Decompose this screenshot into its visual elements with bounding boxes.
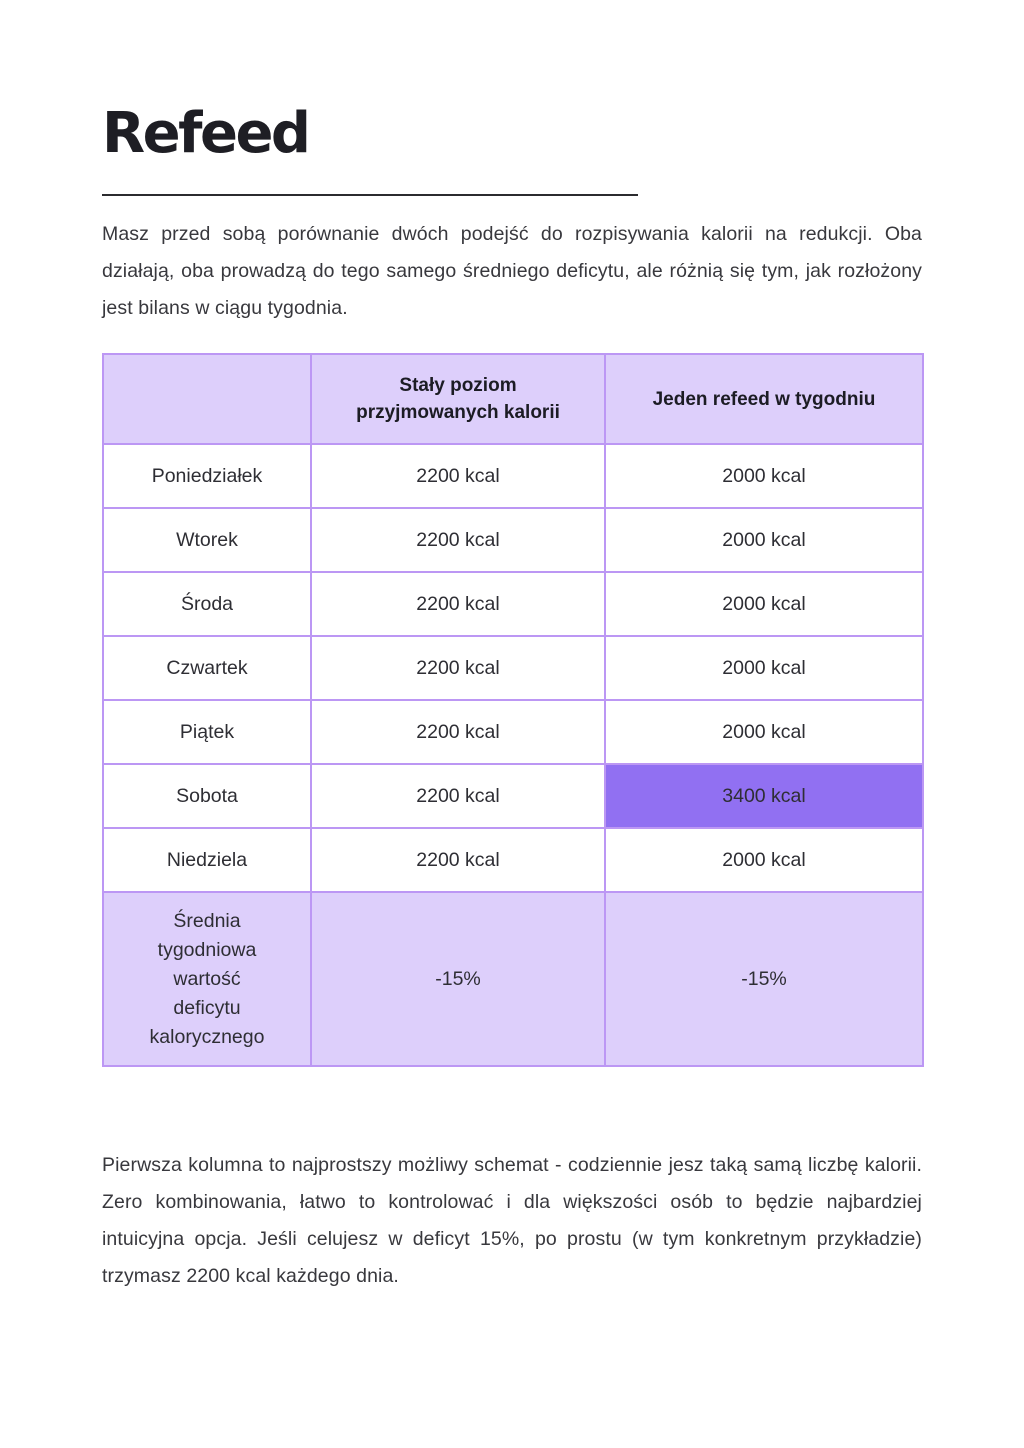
constant-kcal-cell: 2200 kcal	[311, 700, 605, 764]
calorie-comparison-table	[102, 353, 924, 1067]
constant-kcal-cell: 2200 kcal	[311, 636, 605, 700]
day-cell: Niedziela	[103, 828, 311, 892]
table-row	[103, 700, 923, 764]
intro-paragraph: Masz przed sobą porównanie dwóch podejść do rozpisywania kalorii na redukcji. Oba działają, oba prowadzą do tego samego średniego deficytu, ale różnią się tym, jak rozłożony jest bilans w ciągu tygodnia.	[102, 223, 922, 319]
day-cell: Środa	[103, 572, 311, 636]
day-cell: Piątek	[103, 700, 311, 764]
table-row	[103, 828, 923, 892]
constant-kcal-cell: 2200 kcal	[311, 572, 605, 636]
header-row	[103, 354, 923, 444]
refeed-kcal-cell: 2000 kcal	[605, 828, 923, 892]
column-header-refeed: Jeden refeed w tygodniu	[605, 354, 923, 444]
outro-paragraph: Pierwsza kolumna to najprostszy możliwy schemat - codziennie jesz taką samą liczbę kalorii. Zero kombinowania, łatwo to kontrolować i dla większości osób to będzie najbardziej intuicyjna opcja. Jeśli celujesz w deficyt 15%, po prostu (w tym konkretnym przykładzie) trzymasz 2200 kcal każdego dnia.	[102, 1154, 922, 1287]
footer-refeed-deficit-cell: -15%	[605, 892, 923, 1066]
footer-constant-deficit-cell: -15%	[311, 892, 605, 1066]
day-cell: Poniedziałek	[103, 444, 311, 508]
table-header	[103, 354, 923, 444]
day-cell: Sobota	[103, 764, 311, 828]
refeed-kcal-cell: 2000 kcal	[605, 444, 923, 508]
refeed-kcal-cell: 2000 kcal	[605, 636, 923, 700]
table-row	[103, 508, 923, 572]
table-row	[103, 572, 923, 636]
title-divider	[102, 194, 638, 196]
table-row	[103, 636, 923, 700]
constant-kcal-cell: 2200 kcal	[311, 444, 605, 508]
footer-row	[103, 892, 923, 1066]
table-row	[103, 764, 923, 828]
footer-label-cell: Średnia tygodniowa wartość deficytu kalorycznego	[103, 892, 311, 1066]
refeed-highlight-cell: 3400 kcal	[605, 764, 923, 828]
column-header-empty	[103, 354, 311, 444]
refeed-kcal-cell: 2000 kcal	[605, 508, 923, 572]
refeed-kcal-cell: 2000 kcal	[605, 572, 923, 636]
column-header-constant-calories: Stały poziom przyjmowanych kalorii	[311, 354, 605, 444]
day-cell: Czwartek	[103, 636, 311, 700]
constant-kcal-cell: 2200 kcal	[311, 508, 605, 572]
table-footer	[103, 892, 923, 1066]
table-row	[103, 444, 923, 508]
constant-kcal-cell: 2200 kcal	[311, 764, 605, 828]
constant-kcal-cell: 2200 kcal	[311, 828, 605, 892]
page-title: Refeed	[102, 101, 309, 166]
table-body	[103, 444, 923, 892]
refeed-kcal-cell: 2000 kcal	[605, 700, 923, 764]
day-cell: Wtorek	[103, 508, 311, 572]
